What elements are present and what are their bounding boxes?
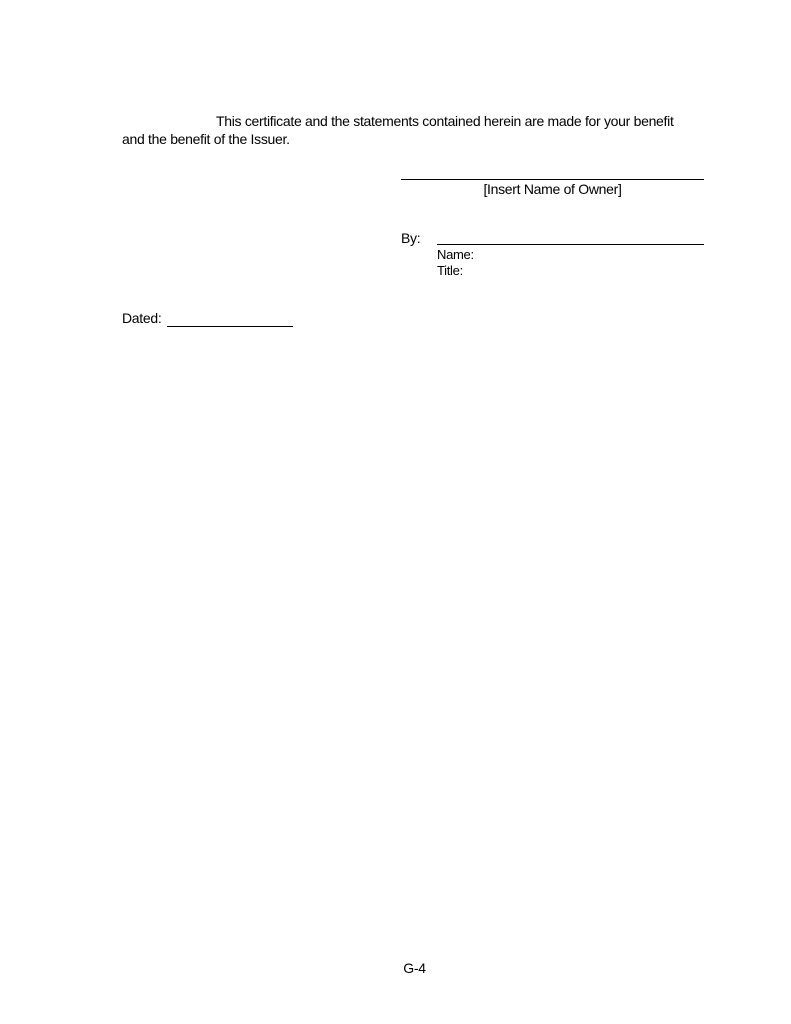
paragraph-line-2: and the benefit of the Issuer. [122, 131, 290, 147]
dated-blank-line [167, 326, 293, 327]
dated-label: Dated: [122, 310, 162, 326]
paragraph-line-1: This certificate and the statements contained herein are made for your benefit [216, 113, 674, 129]
owner-signature-line [401, 179, 704, 180]
certificate-paragraph [122, 112, 702, 148]
page-number: G-4 [403, 960, 426, 976]
by-signature-line [437, 244, 704, 245]
name-label: Name: [437, 247, 474, 262]
owner-name-label: [Insert Name of Owner] [483, 181, 622, 197]
title-label: Title: [437, 263, 463, 278]
by-label: By: [401, 230, 421, 246]
